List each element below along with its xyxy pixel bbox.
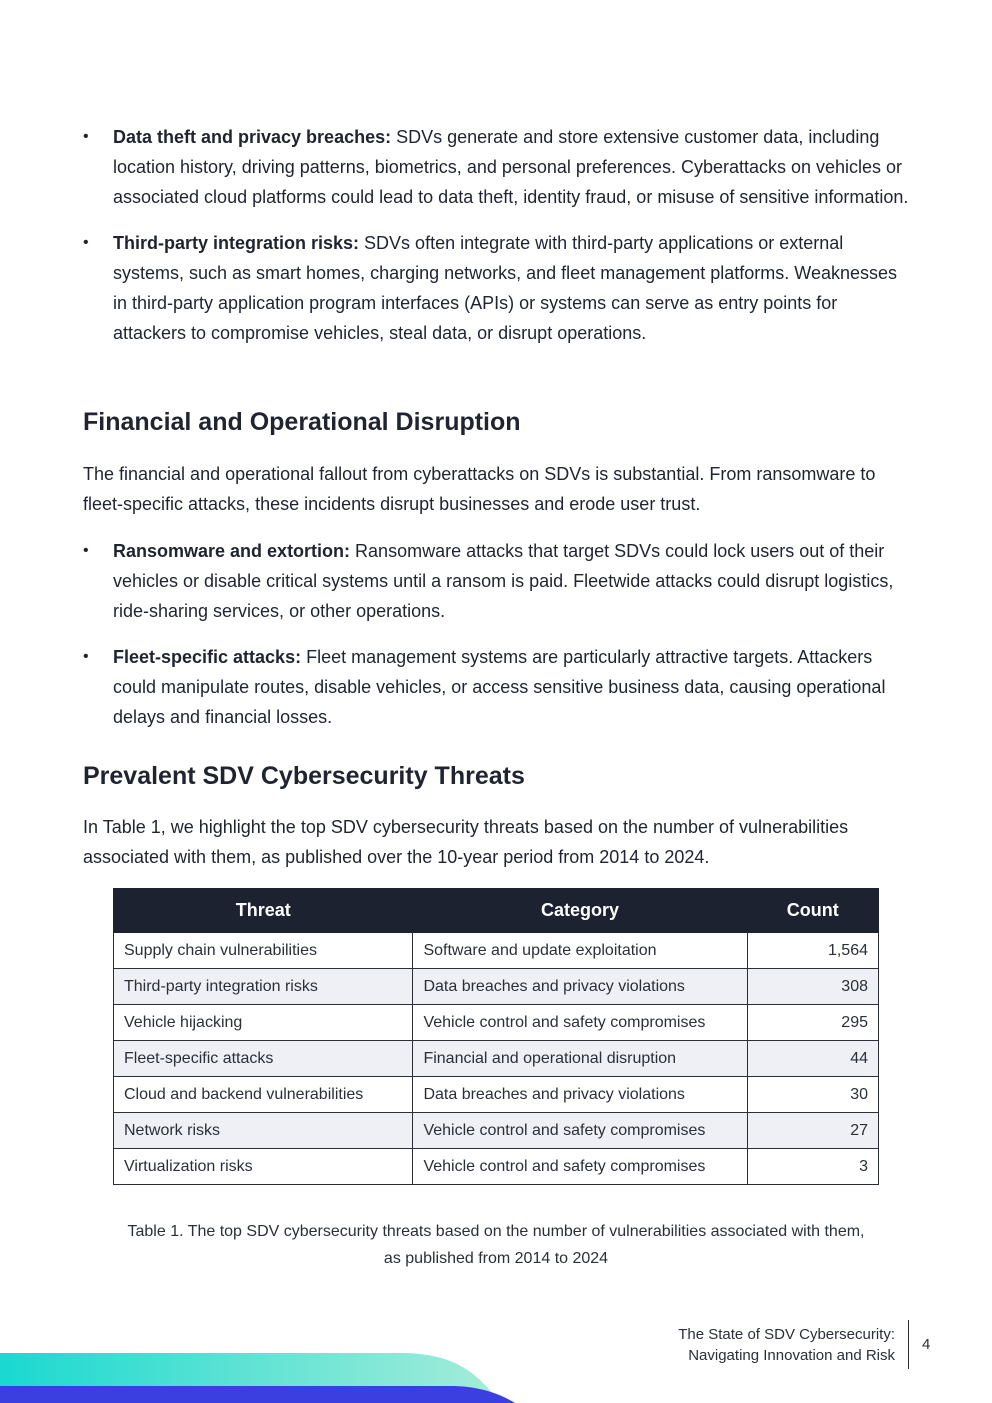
table-row: [114, 1041, 879, 1077]
bullet-dot: •: [83, 234, 89, 251]
column-header-count: Count: [747, 889, 878, 933]
category-cell: Vehicle control and safety compromises: [413, 1149, 747, 1185]
section-heading-financial: Financial and Operational Disruption: [83, 408, 521, 436]
footer-divider: [908, 1320, 909, 1369]
bullet-text: SDVs generate and store extensive customer data, including location history, driving patterns, biometrics, and personal preferences. Cyberattacks on vehicles or associated cloud platforms could lead to data theft, identity fraud, or misuse of sensitive information.: [113, 127, 909, 207]
wave-blue-shape: [0, 1386, 515, 1403]
category-cell: Software and update exploitation: [413, 933, 747, 969]
threat-cell: Supply chain vulnerabilities: [114, 933, 413, 969]
threat-cell: Cloud and backend vulnerabilities: [114, 1077, 413, 1113]
table-row: [114, 933, 879, 969]
bullet-text: SDVs often integrate with third-party applications or external systems, such as smart homes, charging networks, and fleet management platforms. Weaknesses in third-party application program interfaces (APIs) or systems can serve as entry points for attackers to compromise vehicles, steal data, or disrupt operations.: [113, 233, 898, 343]
bullet-data-theft: [83, 122, 913, 212]
footer-title: [678, 1324, 895, 1366]
count-cell: 44: [747, 1041, 878, 1077]
table-row: [114, 1005, 879, 1041]
table-row: [114, 1149, 879, 1185]
table-row: [114, 969, 879, 1005]
bullet-text: Fleet management systems are particularly attractive targets. Attackers could manipulate routes, disable vehicles, or access sensitive business data, causing operational delays and financial losses.: [113, 647, 886, 727]
financial-bullet-list: [83, 536, 913, 748]
section-heading-threats: Prevalent SDV Cybersecurity Threats: [83, 762, 525, 790]
count-cell: 3: [747, 1149, 878, 1185]
footer-line-2: Navigating Innovation and Risk: [688, 1347, 895, 1364]
bullet-term: Data theft and privacy breaches:: [113, 127, 392, 147]
bullet-dot: •: [83, 648, 89, 665]
threat-cell: Vehicle hijacking: [114, 1005, 413, 1041]
section-intro-threats: In Table 1, we highlight the top SDV cybersecurity threats based on the number of vulnerabilities associated with them, as published over the 10-year period from 2014 to 2024.: [83, 817, 849, 867]
footer-wave-graphic: [0, 1349, 520, 1403]
category-cell: Vehicle control and safety compromises: [413, 1005, 747, 1041]
caption-line-2: as published from 2014 to 2024: [383, 1250, 609, 1267]
page-number: 4: [922, 1336, 931, 1353]
threat-cell: Network risks: [114, 1113, 413, 1149]
footer-line-1: The State of SDV Cybersecurity:: [678, 1326, 895, 1343]
threat-cell: Fleet-specific attacks: [114, 1041, 413, 1077]
column-header-threat: Threat: [114, 889, 413, 933]
category-cell: Data breaches and privacy violations: [413, 1077, 747, 1113]
count-cell: 27: [747, 1113, 878, 1149]
count-cell: 308: [747, 969, 878, 1005]
bullet-term: Third-party integration risks:: [113, 233, 360, 253]
bullet-fleet: [83, 642, 913, 732]
column-header-category: Category: [413, 889, 747, 933]
bullet-term: Fleet-specific attacks:: [113, 647, 302, 667]
threats-table: [113, 888, 879, 1185]
threat-cell: Third-party integration risks: [114, 969, 413, 1005]
table-row: [114, 1077, 879, 1113]
bullet-dot: •: [83, 542, 89, 559]
top-bullet-list: [83, 122, 913, 364]
threat-cell: Virtualization risks: [114, 1149, 413, 1185]
count-cell: 1,564: [747, 933, 878, 969]
category-cell: Data breaches and privacy violations: [413, 969, 747, 1005]
category-cell: Financial and operational disruption: [413, 1041, 747, 1077]
section-intro-financial: The financial and operational fallout from cyberattacks on SDVs is substantial. From ransomware to fleet-specific attacks, these incidents disrupt businesses and erode user trust.: [83, 464, 876, 514]
bullet-term: Ransomware and extortion:: [113, 541, 351, 561]
bullet-ransomware: [83, 536, 913, 626]
bullet-dot: •: [83, 128, 89, 145]
table-caption: [83, 1218, 909, 1272]
category-cell: Vehicle control and safety compromises: [413, 1113, 747, 1149]
table-header-row: [114, 889, 879, 933]
bullet-third-party: [83, 228, 913, 348]
caption-line-1: Table 1. The top SDV cybersecurity threats based on the number of vulnerabilities associated with them,: [127, 1223, 865, 1240]
count-cell: 30: [747, 1077, 878, 1113]
count-cell: 295: [747, 1005, 878, 1041]
bullet-text: Ransomware attacks that target SDVs could lock users out of their vehicles or disable critical systems until a ransom is paid. Fleetwide attacks could disrupt logistics, ride-sharing services, or other operations.: [113, 541, 894, 621]
table-row: [114, 1113, 879, 1149]
